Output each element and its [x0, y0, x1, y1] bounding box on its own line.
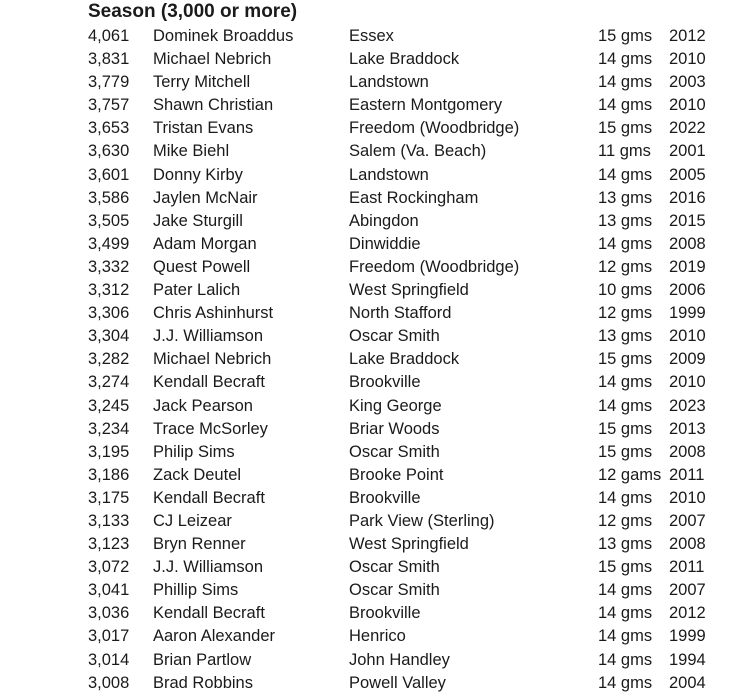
table-row: [0, 164, 740, 187]
year-cell: 2023: [669, 396, 706, 415]
table-row: [0, 187, 740, 210]
player-name-cell: Bryn Renner: [153, 535, 246, 554]
section-heading: Season (3,000 or more): [88, 1, 298, 22]
player-name-cell: Kendall Becraft: [153, 604, 265, 623]
school-cell: Freedom (Woodbridge): [349, 257, 520, 276]
yards-cell: 3,601: [88, 165, 130, 184]
yards-cell: 3,332: [88, 257, 130, 276]
yards-cell: 3,630: [88, 142, 130, 161]
yards-cell: 3,195: [88, 442, 130, 461]
yards-cell: 3,072: [88, 558, 130, 577]
school-cell: North Stafford: [349, 304, 452, 323]
table-row: [0, 94, 740, 117]
player-name-cell: Jaylen McNair: [153, 188, 258, 207]
table-row: [0, 71, 740, 94]
yards-cell: 3,653: [88, 119, 130, 138]
player-name-cell: Jake Sturgill: [153, 211, 243, 230]
school-cell: Essex: [349, 27, 394, 45]
year-cell: 2008: [669, 535, 706, 554]
player-name-cell: Michael Nebrich: [153, 350, 272, 369]
school-cell: West Springfield: [349, 281, 469, 300]
school-cell: Abingdon: [349, 211, 419, 230]
year-cell: 2010: [669, 488, 706, 507]
yards-cell: 3,175: [88, 488, 130, 507]
games-cell: 15 gms: [598, 419, 653, 438]
yards-cell: 3,234: [88, 419, 130, 438]
player-name-cell: Phillip Sims: [153, 581, 239, 600]
games-cell: 14 gms: [598, 165, 653, 184]
games-cell: 13 gms: [598, 211, 653, 230]
school-cell: Oscar Smith: [349, 581, 440, 600]
yards-cell: 3,017: [88, 627, 130, 646]
yards-cell: 3,133: [88, 511, 130, 530]
school-cell: Park View (Sterling): [349, 511, 495, 530]
table-row: [0, 533, 740, 556]
school-cell: Landstown: [349, 165, 429, 184]
yards-cell: 3,186: [88, 465, 130, 484]
games-cell: 15 gms: [598, 119, 653, 138]
table-row: [0, 233, 740, 256]
player-name-cell: Chris Ashinhurst: [153, 304, 274, 323]
year-cell: 2010: [669, 96, 706, 115]
school-cell: Oscar Smith: [349, 442, 440, 461]
year-cell: 2010: [669, 327, 706, 346]
player-name-cell: Brad Robbins: [153, 673, 253, 692]
school-cell: Oscar Smith: [349, 558, 440, 577]
table-row: [0, 556, 740, 579]
games-cell: 12 gams: [598, 465, 662, 484]
yards-cell: 3,757: [88, 96, 130, 115]
school-cell: Brookville: [349, 604, 421, 623]
year-cell: 1999: [669, 304, 706, 323]
table-row: [0, 649, 740, 672]
year-cell: 2010: [669, 50, 706, 69]
games-cell: 14 gms: [598, 96, 653, 115]
year-cell: 2001: [669, 142, 706, 161]
games-cell: 14 gms: [598, 234, 653, 253]
year-cell: 2011: [669, 558, 705, 577]
year-cell: 1999: [669, 627, 706, 646]
school-cell: Freedom (Woodbridge): [349, 119, 520, 138]
games-cell: 15 gms: [598, 442, 653, 461]
table-row: [0, 418, 740, 441]
player-name-cell: Donny Kirby: [153, 165, 243, 184]
games-cell: 14 gms: [598, 581, 653, 600]
yards-cell: 3,586: [88, 188, 130, 207]
yards-cell: 3,245: [88, 396, 130, 415]
table-row: [0, 510, 740, 533]
yards-cell: 3,274: [88, 373, 130, 392]
school-cell: Brookville: [349, 488, 421, 507]
games-cell: 11 gms: [598, 142, 651, 161]
games-cell: 10 gms: [598, 281, 653, 300]
table-row: [0, 464, 740, 487]
school-cell: Lake Braddock: [349, 350, 460, 369]
school-cell: Briar Woods: [349, 419, 440, 438]
school-cell: Dinwiddie: [349, 234, 421, 253]
year-cell: 2005: [669, 165, 706, 184]
school-cell: Oscar Smith: [349, 327, 440, 346]
games-cell: 12 gms: [598, 257, 653, 276]
table-row: [0, 579, 740, 602]
school-cell: Salem (Va. Beach): [349, 142, 487, 161]
year-cell: 2007: [669, 511, 706, 530]
table-row: [0, 625, 740, 648]
year-cell: 2013: [669, 419, 706, 438]
table-row: [0, 348, 740, 371]
games-cell: 14 gms: [598, 396, 653, 415]
school-cell: Henrico: [349, 627, 406, 646]
table-row: [0, 140, 740, 163]
school-cell: John Handley: [349, 650, 450, 669]
yards-cell: 4,061: [88, 27, 130, 45]
school-cell: King George: [349, 396, 442, 415]
table-row: [0, 441, 740, 464]
player-name-cell: Zack Deutel: [153, 465, 242, 484]
games-cell: 14 gms: [598, 650, 653, 669]
table-row: [0, 487, 740, 510]
player-name-cell: Michael Nebrich: [153, 50, 272, 69]
year-cell: 2022: [669, 119, 706, 138]
yards-cell: 3,041: [88, 581, 130, 600]
games-cell: 14 gms: [598, 627, 653, 646]
year-cell: 2016: [669, 188, 706, 207]
year-cell: 1994: [669, 650, 706, 669]
yards-cell: 3,123: [88, 535, 130, 554]
player-name-cell: Kendall Becraft: [153, 488, 265, 507]
player-name-cell: J.J. Williamson: [153, 558, 264, 577]
table-row: [0, 210, 740, 233]
player-name-cell: Terry Mitchell: [153, 73, 251, 92]
player-name-cell: Pater Lalich: [153, 281, 241, 300]
player-name-cell: Jack Pearson: [153, 396, 253, 415]
player-name-cell: Kendall Becraft: [153, 373, 265, 392]
table-row: [0, 395, 740, 418]
table-row: [0, 117, 740, 140]
games-cell: 13 gms: [598, 327, 653, 346]
yards-cell: 3,304: [88, 327, 130, 346]
table-row: [0, 256, 740, 279]
school-cell: Brookville: [349, 373, 421, 392]
yards-cell: 3,831: [88, 50, 130, 69]
games-cell: 14 gms: [598, 488, 653, 507]
year-cell: 2012: [669, 604, 706, 623]
school-cell: Eastern Montgomery: [349, 96, 503, 115]
games-cell: 15 gms: [598, 350, 653, 369]
player-name-cell: Aaron Alexander: [153, 627, 276, 646]
season-records-table: [0, 25, 740, 695]
table-row: [0, 672, 740, 695]
year-cell: 2007: [669, 581, 706, 600]
table-row: [0, 325, 740, 348]
year-cell: 2009: [669, 350, 706, 369]
year-cell: 2019: [669, 257, 706, 276]
games-cell: 15 gms: [598, 27, 653, 45]
year-cell: 2010: [669, 373, 706, 392]
yards-cell: 3,499: [88, 234, 130, 253]
yards-cell: 3,036: [88, 604, 130, 623]
player-name-cell: Dominek Broaddus: [153, 27, 294, 45]
school-cell: Powell Valley: [349, 673, 446, 692]
player-name-cell: Quest Powell: [153, 257, 251, 276]
player-name-cell: Philip Sims: [153, 442, 235, 461]
player-name-cell: Shawn Christian: [153, 96, 274, 115]
school-cell: West Springfield: [349, 535, 469, 554]
games-cell: 14 gms: [598, 50, 653, 69]
year-cell: 2011: [669, 465, 705, 484]
player-name-cell: Trace McSorley: [153, 419, 268, 438]
school-cell: Landstown: [349, 73, 429, 92]
year-cell: 2006: [669, 281, 706, 300]
yards-cell: 3,014: [88, 650, 130, 669]
games-cell: 15 gms: [598, 558, 653, 577]
player-name-cell: Brian Partlow: [153, 650, 252, 669]
school-cell: Lake Braddock: [349, 50, 460, 69]
games-cell: 14 gms: [598, 673, 653, 692]
yards-cell: 3,312: [88, 281, 130, 300]
year-cell: 2003: [669, 73, 706, 92]
table-row: [0, 279, 740, 302]
table-row: [0, 602, 740, 625]
school-cell: East Rockingham: [349, 188, 479, 207]
table-row: [0, 371, 740, 394]
yards-cell: 3,282: [88, 350, 130, 369]
year-cell: 2008: [669, 442, 706, 461]
year-cell: 2008: [669, 234, 706, 253]
games-cell: 13 gms: [598, 535, 653, 554]
games-cell: 12 gms: [598, 511, 653, 530]
games-cell: 14 gms: [598, 73, 653, 92]
player-name-cell: J.J. Williamson: [153, 327, 264, 346]
games-cell: 12 gms: [598, 304, 653, 323]
games-cell: 13 gms: [598, 188, 653, 207]
player-name-cell: CJ Leizear: [153, 511, 232, 530]
table-row: [0, 25, 740, 48]
games-cell: 14 gms: [598, 604, 653, 623]
table-row: [0, 302, 740, 325]
games-cell: 14 gms: [598, 373, 653, 392]
player-name-cell: Mike Biehl: [153, 142, 230, 161]
yards-cell: 3,008: [88, 673, 130, 692]
year-cell: 2015: [669, 211, 706, 230]
yards-cell: 3,505: [88, 211, 130, 230]
yards-cell: 3,779: [88, 73, 130, 92]
school-cell: Brooke Point: [349, 465, 444, 484]
year-cell: 2012: [669, 27, 706, 45]
player-name-cell: Tristan Evans: [153, 119, 254, 138]
table-row: [0, 48, 740, 71]
year-cell: 2004: [669, 673, 706, 692]
player-name-cell: Adam Morgan: [153, 234, 257, 253]
yards-cell: 3,306: [88, 304, 130, 323]
